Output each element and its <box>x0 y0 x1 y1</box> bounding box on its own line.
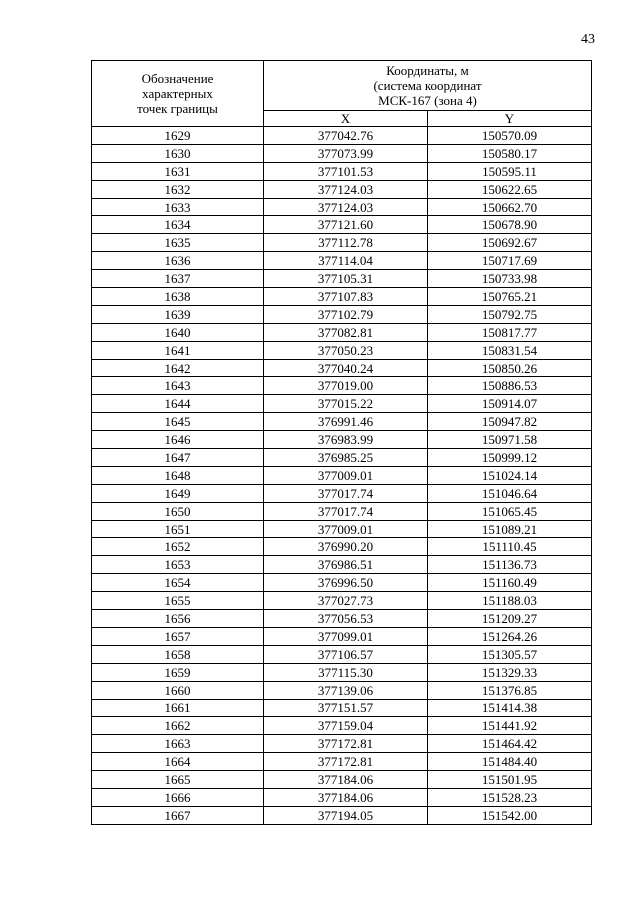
x-cell: 376996.50 <box>264 574 428 592</box>
x-cell: 377099.01 <box>264 627 428 645</box>
table-row <box>92 431 592 449</box>
x-cell: 377172.81 <box>264 753 428 771</box>
point-id-cell: 1631 <box>92 162 264 180</box>
point-id-cell: 1636 <box>92 252 264 270</box>
y-cell: 151528.23 <box>428 788 592 806</box>
x-cell: 377082.81 <box>264 323 428 341</box>
point-id-cell: 1642 <box>92 359 264 377</box>
point-id-cell: 1629 <box>92 127 264 145</box>
x-cell: 377056.53 <box>264 610 428 628</box>
table-row <box>92 645 592 663</box>
table-row <box>92 341 592 359</box>
table-row <box>92 771 592 789</box>
y-cell: 150717.69 <box>428 252 592 270</box>
x-cell: 377009.01 <box>264 466 428 484</box>
y-cell: 151441.92 <box>428 717 592 735</box>
point-id-cell: 1632 <box>92 180 264 198</box>
table-row <box>92 717 592 735</box>
table-row <box>92 288 592 306</box>
y-cell: 151136.73 <box>428 556 592 574</box>
table-row <box>92 663 592 681</box>
y-cell: 150886.53 <box>428 377 592 395</box>
x-cell: 377019.00 <box>264 377 428 395</box>
table-row <box>92 234 592 252</box>
point-id-cell: 1658 <box>92 645 264 663</box>
x-cell: 377040.24 <box>264 359 428 377</box>
table-row <box>92 377 592 395</box>
table-row <box>92 806 592 824</box>
x-cell: 377102.79 <box>264 305 428 323</box>
y-cell: 150570.09 <box>428 127 592 145</box>
x-cell: 377184.06 <box>264 788 428 806</box>
table-row <box>92 735 592 753</box>
y-cell: 151024.14 <box>428 466 592 484</box>
y-cell: 150622.65 <box>428 180 592 198</box>
y-cell: 150817.77 <box>428 323 592 341</box>
point-id-cell: 1633 <box>92 198 264 216</box>
table-row <box>92 323 592 341</box>
y-cell: 150692.67 <box>428 234 592 252</box>
x-cell: 377050.23 <box>264 341 428 359</box>
table-row <box>92 198 592 216</box>
y-cell: 151264.26 <box>428 627 592 645</box>
table-row <box>92 627 592 645</box>
table-row <box>92 556 592 574</box>
y-cell: 151542.00 <box>428 806 592 824</box>
x-cell: 376990.20 <box>264 538 428 556</box>
table-row <box>92 395 592 413</box>
table-row <box>92 252 592 270</box>
table-row <box>92 270 592 288</box>
point-id-cell: 1660 <box>92 681 264 699</box>
point-id-cell: 1653 <box>92 556 264 574</box>
point-id-cell: 1654 <box>92 574 264 592</box>
x-cell: 377114.04 <box>264 252 428 270</box>
table-row <box>92 127 592 145</box>
x-cell: 377172.81 <box>264 735 428 753</box>
point-id-cell: 1665 <box>92 771 264 789</box>
y-cell: 151209.27 <box>428 610 592 628</box>
table-row <box>92 413 592 431</box>
y-cell: 151089.21 <box>428 520 592 538</box>
table-row <box>92 449 592 467</box>
y-cell: 151329.33 <box>428 663 592 681</box>
x-cell: 377017.74 <box>264 502 428 520</box>
y-cell: 150678.90 <box>428 216 592 234</box>
y-cell: 151484.40 <box>428 753 592 771</box>
point-id-cell: 1639 <box>92 305 264 323</box>
point-id-cell: 1646 <box>92 431 264 449</box>
table-row <box>92 144 592 162</box>
y-cell: 151376.85 <box>428 681 592 699</box>
table-row <box>92 610 592 628</box>
y-cell: 151464.42 <box>428 735 592 753</box>
point-id-cell: 1635 <box>92 234 264 252</box>
table-row <box>92 216 592 234</box>
x-cell: 377112.78 <box>264 234 428 252</box>
x-cell: 377139.06 <box>264 681 428 699</box>
x-cell: 377027.73 <box>264 592 428 610</box>
table-row <box>92 538 592 556</box>
x-cell: 377115.30 <box>264 663 428 681</box>
y-cell: 150792.75 <box>428 305 592 323</box>
x-cell: 377105.31 <box>264 270 428 288</box>
x-cell: 377042.76 <box>264 127 428 145</box>
x-cell: 377101.53 <box>264 162 428 180</box>
header-x: X <box>264 111 428 127</box>
x-cell: 377159.04 <box>264 717 428 735</box>
point-id-cell: 1640 <box>92 323 264 341</box>
table-row <box>92 502 592 520</box>
x-cell: 377107.83 <box>264 288 428 306</box>
y-cell: 151188.03 <box>428 592 592 610</box>
y-cell: 150733.98 <box>428 270 592 288</box>
point-id-cell: 1663 <box>92 735 264 753</box>
point-id-cell: 1651 <box>92 520 264 538</box>
y-cell: 151046.64 <box>428 484 592 502</box>
y-cell: 150999.12 <box>428 449 592 467</box>
coordinates-table <box>91 60 592 825</box>
x-cell: 376983.99 <box>264 431 428 449</box>
table-row <box>92 180 592 198</box>
y-cell: 150947.82 <box>428 413 592 431</box>
x-cell: 376985.25 <box>264 449 428 467</box>
point-id-cell: 1630 <box>92 144 264 162</box>
table-row <box>92 484 592 502</box>
x-cell: 376986.51 <box>264 556 428 574</box>
point-id-cell: 1661 <box>92 699 264 717</box>
y-cell: 151110.45 <box>428 538 592 556</box>
point-id-cell: 1644 <box>92 395 264 413</box>
point-id-cell: 1641 <box>92 341 264 359</box>
x-cell: 377106.57 <box>264 645 428 663</box>
table-row <box>92 466 592 484</box>
header-y: Y <box>428 111 592 127</box>
y-cell: 151160.49 <box>428 574 592 592</box>
point-id-cell: 1655 <box>92 592 264 610</box>
table-row <box>92 592 592 610</box>
table-row <box>92 574 592 592</box>
table-row <box>92 681 592 699</box>
y-cell: 150831.54 <box>428 341 592 359</box>
point-id-cell: 1637 <box>92 270 264 288</box>
table-row <box>92 788 592 806</box>
point-id-cell: 1634 <box>92 216 264 234</box>
point-id-cell: 1648 <box>92 466 264 484</box>
point-id-cell: 1652 <box>92 538 264 556</box>
x-cell: 376991.46 <box>264 413 428 431</box>
x-cell: 377194.05 <box>264 806 428 824</box>
table-row <box>92 359 592 377</box>
point-id-cell: 1657 <box>92 627 264 645</box>
point-id-cell: 1650 <box>92 502 264 520</box>
y-cell: 150971.58 <box>428 431 592 449</box>
point-id-cell: 1643 <box>92 377 264 395</box>
header-coordinates: Координаты, м (система координат МСК-167 (зона 4) <box>264 61 592 111</box>
table-row <box>92 753 592 771</box>
y-cell: 151065.45 <box>428 502 592 520</box>
x-cell: 377121.60 <box>264 216 428 234</box>
y-cell: 151501.95 <box>428 771 592 789</box>
x-cell: 377009.01 <box>264 520 428 538</box>
x-cell: 377073.99 <box>264 144 428 162</box>
y-cell: 150765.21 <box>428 288 592 306</box>
table-row <box>92 520 592 538</box>
x-cell: 377015.22 <box>264 395 428 413</box>
y-cell: 151414.38 <box>428 699 592 717</box>
point-id-cell: 1667 <box>92 806 264 824</box>
table-row <box>92 699 592 717</box>
point-id-cell: 1645 <box>92 413 264 431</box>
y-cell: 151305.57 <box>428 645 592 663</box>
point-id-cell: 1638 <box>92 288 264 306</box>
point-id-cell: 1647 <box>92 449 264 467</box>
point-id-cell: 1664 <box>92 753 264 771</box>
y-cell: 150595.11 <box>428 162 592 180</box>
page-number: 43 <box>581 32 595 47</box>
x-cell: 377184.06 <box>264 771 428 789</box>
table-body <box>92 127 592 825</box>
point-id-cell: 1656 <box>92 610 264 628</box>
table-row <box>92 162 592 180</box>
x-cell: 377017.74 <box>264 484 428 502</box>
y-cell: 150850.26 <box>428 359 592 377</box>
point-id-cell: 1662 <box>92 717 264 735</box>
y-cell: 150662.70 <box>428 198 592 216</box>
point-id-cell: 1666 <box>92 788 264 806</box>
x-cell: 377124.03 <box>264 180 428 198</box>
x-cell: 377124.03 <box>264 198 428 216</box>
x-cell: 377151.57 <box>264 699 428 717</box>
point-id-cell: 1659 <box>92 663 264 681</box>
y-cell: 150914.07 <box>428 395 592 413</box>
header-point-designation: Обозначение характерных точек границы <box>92 61 264 127</box>
point-id-cell: 1649 <box>92 484 264 502</box>
table-row <box>92 305 592 323</box>
y-cell: 150580.17 <box>428 144 592 162</box>
